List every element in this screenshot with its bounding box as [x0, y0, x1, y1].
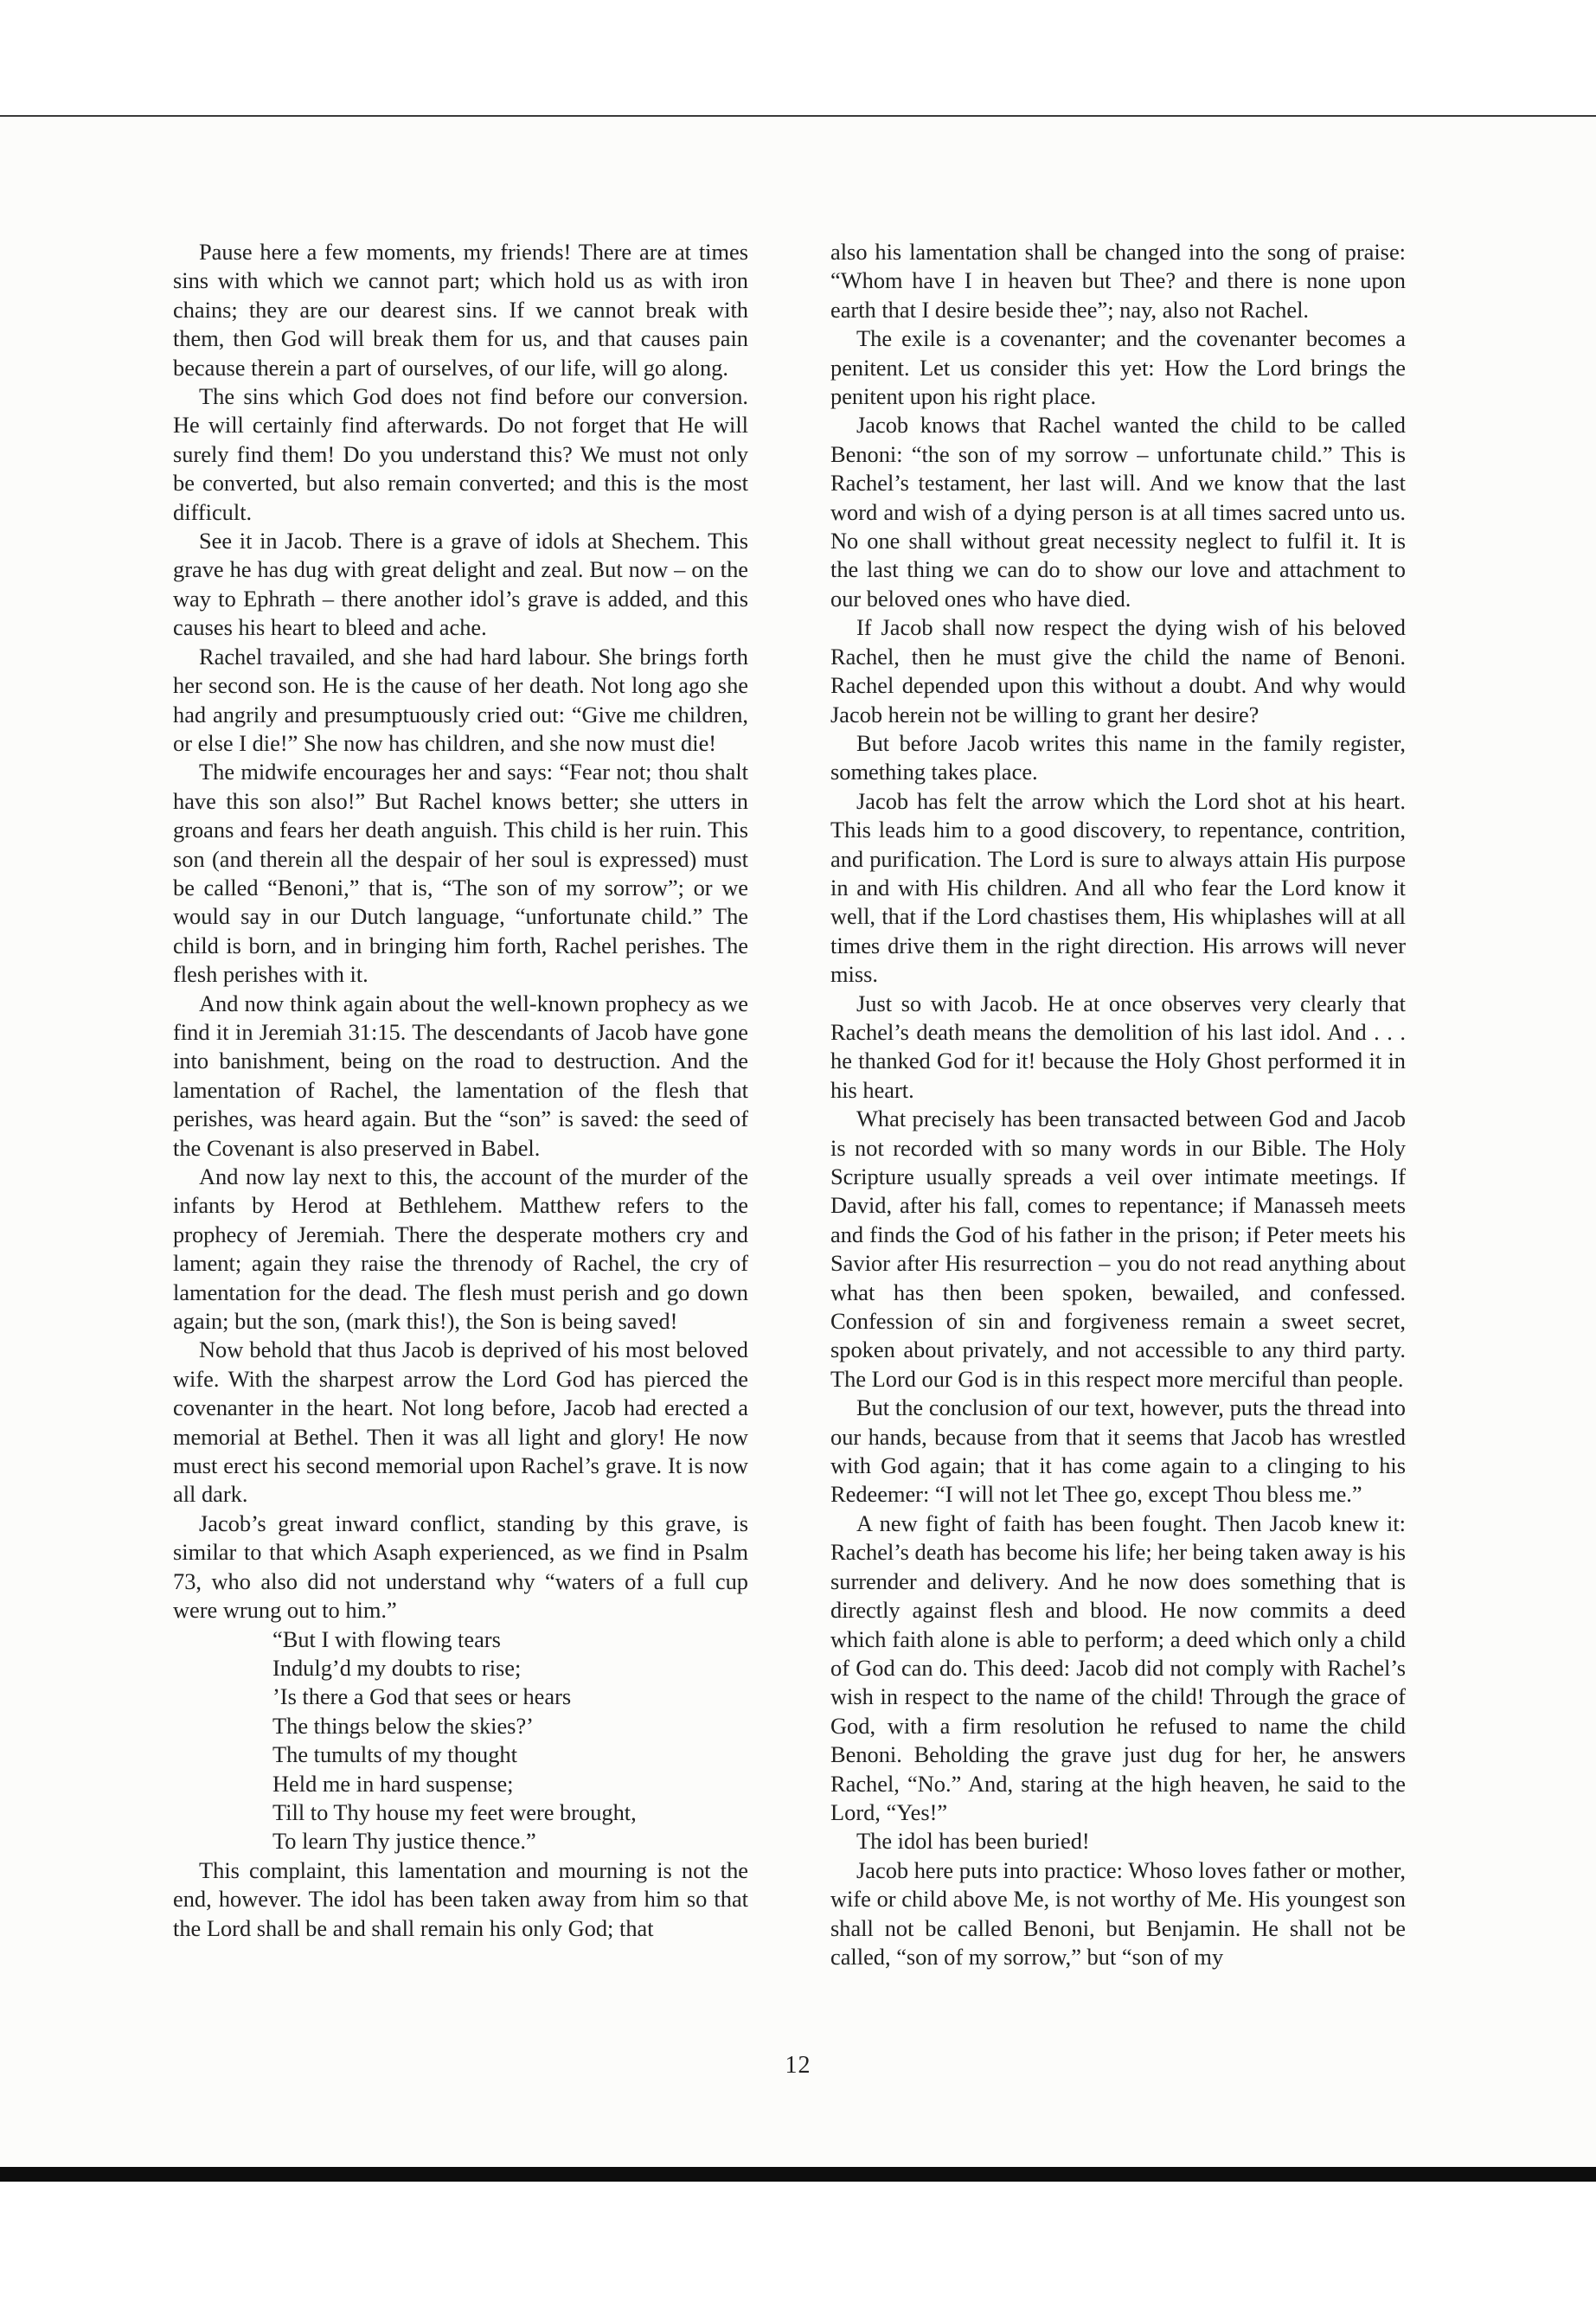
paragraph: But the conclusion of our text, however, puts the thread into our hands, because from that it seems that Jacob has wrestled with God again; that it has come again to a clinging to his Redeemer: “I will not let Thee go, except Thou bless me.” [830, 1394, 1406, 1508]
poem-line: Indulg’d my doubts to rise; [272, 1654, 522, 1681]
poem-line: “But I with flowing tears [272, 1625, 501, 1652]
paragraph: Jacob’s great inward conflict, standing by this grave, is similar to that which Asaph experienced, as we find in Psalm 73, who also did not understand why “waters of a full cup were wrung out to him.” [173, 1509, 748, 1624]
poem-quote [173, 1625, 748, 1856]
paragraph: This complaint, this lamentation and mourning is not the end, however. The idol has been taken away from him so that the Lord shall be and shall remain his only God; that [173, 1856, 748, 1941]
paragraph: Just so with Jacob. He at once observes very clearly that Rachel’s death means the demolition of his last idol. And . . . he thanked God for it! because the Holy Ghost performed it in his heart. [830, 990, 1406, 1103]
page-number: 12 [785, 2052, 811, 2079]
poem-line: Held me in hard suspense; [272, 1770, 514, 1797]
paragraph: Now behold that thus Jacob is deprived of his most beloved wife. With the sharpest arrow the Lord God has pierced the covenanter in the heart. Not long before, Jacob had erected a memorial at Bethel. Then it was all light and glory! He now must erect his second memorial upon Rachel’s grave. It is now all dark. [173, 1336, 748, 1508]
paragraph-continued: also his lamentation shall be changed into the song of praise: “Whom have I in heaven but Thee? and there is none upon earth that I desire beside thee”; nay, also not Rachel. [830, 239, 1406, 323]
paragraph: Rachel travailed, and she had hard labour. She brings forth her second son. He is the cause of her death. Not long ago she had angrily and presumptuously cried out: “Give me children, or else I die!” She now has children, and she now must die! [173, 643, 748, 756]
poem-line: ’Is there a God that sees or hears [272, 1683, 572, 1710]
paragraph: But before Jacob writes this name in the family register, something takes place. [830, 729, 1406, 785]
paragraph: What precisely has been transacted between God and Jacob is not recorded with so many words in our Bible. The Holy Scripture usually spreads a veil over intimate meetings. If David, after his fall, comes to repentance; if Manasseh meets and finds the God of his father in the prison; if Peter meets his Savior after His resurrection – you do not read anything about what has then been spoken, bewailed, and confessed. Confession of sin and forgiveness remain a sweet secret, spoken about privately, and not accessible to any third party. The Lord our God is in this respect more merciful than people. [830, 1106, 1406, 1392]
poem-line: To learn Thy justice thence.” [272, 1828, 536, 1855]
paragraph: The midwife encourages her and says: “Fear not; thou shalt have this son also!” But Rachel knows better; she utters in groans and fears her death anguish. This child is her ruin. This son (and therein all the despair of her soul is expressed) must be called “Benoni,” that is, “The son of my sorrow”; or we would say in our Dutch language, “unfortunate child.” The child is born, and in bringing him forth, Rachel perishes. The flesh perishes with it. [173, 759, 748, 988]
bottom-rule [0, 2167, 1596, 2182]
poem-line: The things below the skies?’ [272, 1712, 534, 1739]
paragraph: Jacob here puts into practice: Whoso loves father or mother, wife or child above Me, is not worthy of Me. His youngest son shall not be called Benoni, but Benjamin. He shall not be called, “son of my sorrow,” but “son of my [830, 1856, 1406, 1970]
paragraph: And now think again about the well-known prophecy as we find it in Jeremiah 31:15. The descendants of Jacob have gone into banishment, being on the road to destruction. And the lamentation of Rachel, the lamentation of the flesh that perishes, was heard again. But the “son” is saved: the seed of the Covenant is also preserved in Babel. [173, 990, 748, 1161]
paragraph: Jacob has felt the arrow which the Lord shot at his heart. This leads him to a good discovery, to repentance, contrition, and purification. The Lord is sure to always attain His purpose in and with His children. And all who fear the Lord know it well, that if the Lord chastises them, His whiplashes will at all times drive them in the right direction. His arrows will never miss. [830, 787, 1406, 988]
paragraph: The exile is a covenanter; and the covenanter becomes a penitent. Let us consider this yet: How the Lord brings the penitent upon his right place. [830, 325, 1406, 410]
paragraph: See it in Jacob. There is a grave of idols at Shechem. This grave he has dug with great delight and zeal. But now – on the way to Ephrath – there another idol’s grave is added, and this causes his heart to bleed and ache. [173, 528, 748, 641]
paragraph: If Jacob shall now respect the dying wish of his beloved Rachel, then he must give the child the name of Benoni. Rachel depended upon this without a doubt. And why would Jacob herein not be willing to grant her desire? [830, 614, 1406, 727]
right-column [830, 238, 1406, 1971]
poem-line: Till to Thy house my feet were brought, [272, 1798, 637, 1825]
poem-line: The tumults of my thought [272, 1741, 517, 1768]
paragraph: Pause here a few moments, my friends! There are at times sins with which we cannot part; which hold us as with iron chains; they are our dearest sins. If we cannot break with them, then God will break them for us, and that causes pain because therein a part of ourselves, of our life, will go along. [173, 239, 748, 381]
left-column [173, 238, 748, 1943]
paragraph: A new fight of faith has been fought. Then Jacob knew it: Rachel’s death has become his life; her being taken away is his surrender and delivery. And he now does something that is directly against flesh and blood. He now commits a deed which faith alone is able to perform; a deed which only a child of God can do. This deed: Jacob did not comply with Rachel’s wish in respect to the name of the child! Through the grace of God, with a firm resolution he refused to name the child Benoni. Beholding the grave just dug for her, he answers Rachel, “No.” And, staring at the high heaven, he said to the Lord, “Yes!” [830, 1509, 1406, 1825]
paragraph: The idol has been buried! [856, 1828, 1090, 1855]
paragraph: And now lay next to this, the account of the murder of the infants by Herod at Bethlehem. Matthew refers to the prophecy of Jeremiah. There the desperate mothers cry and lament; again they raise the threnody of Rachel, the cry of lamentation for the dead. The flesh must perish and go down again; but the son, (mark this!), the Son is being saved! [173, 1163, 748, 1335]
paragraph: The sins which God does not find before our conversion. He will certainly find afterwards. Do not forget that He will surely find them! Do you understand this? We must not only be converted, but also remain converted; and this is the most difficult. [173, 383, 748, 525]
paragraph: Jacob knows that Rachel wanted the child to be called Benoni: “the son of my sorrow – unfortunate child.” This is Rachel’s testament, her last will. And we know that the last word and wish of a dying person is at all times sacred unto us. No one shall without great necessity neglect to fulfil it. It is the last thing we can do to show our love and attachment to our beloved ones who have died. [830, 412, 1406, 612]
